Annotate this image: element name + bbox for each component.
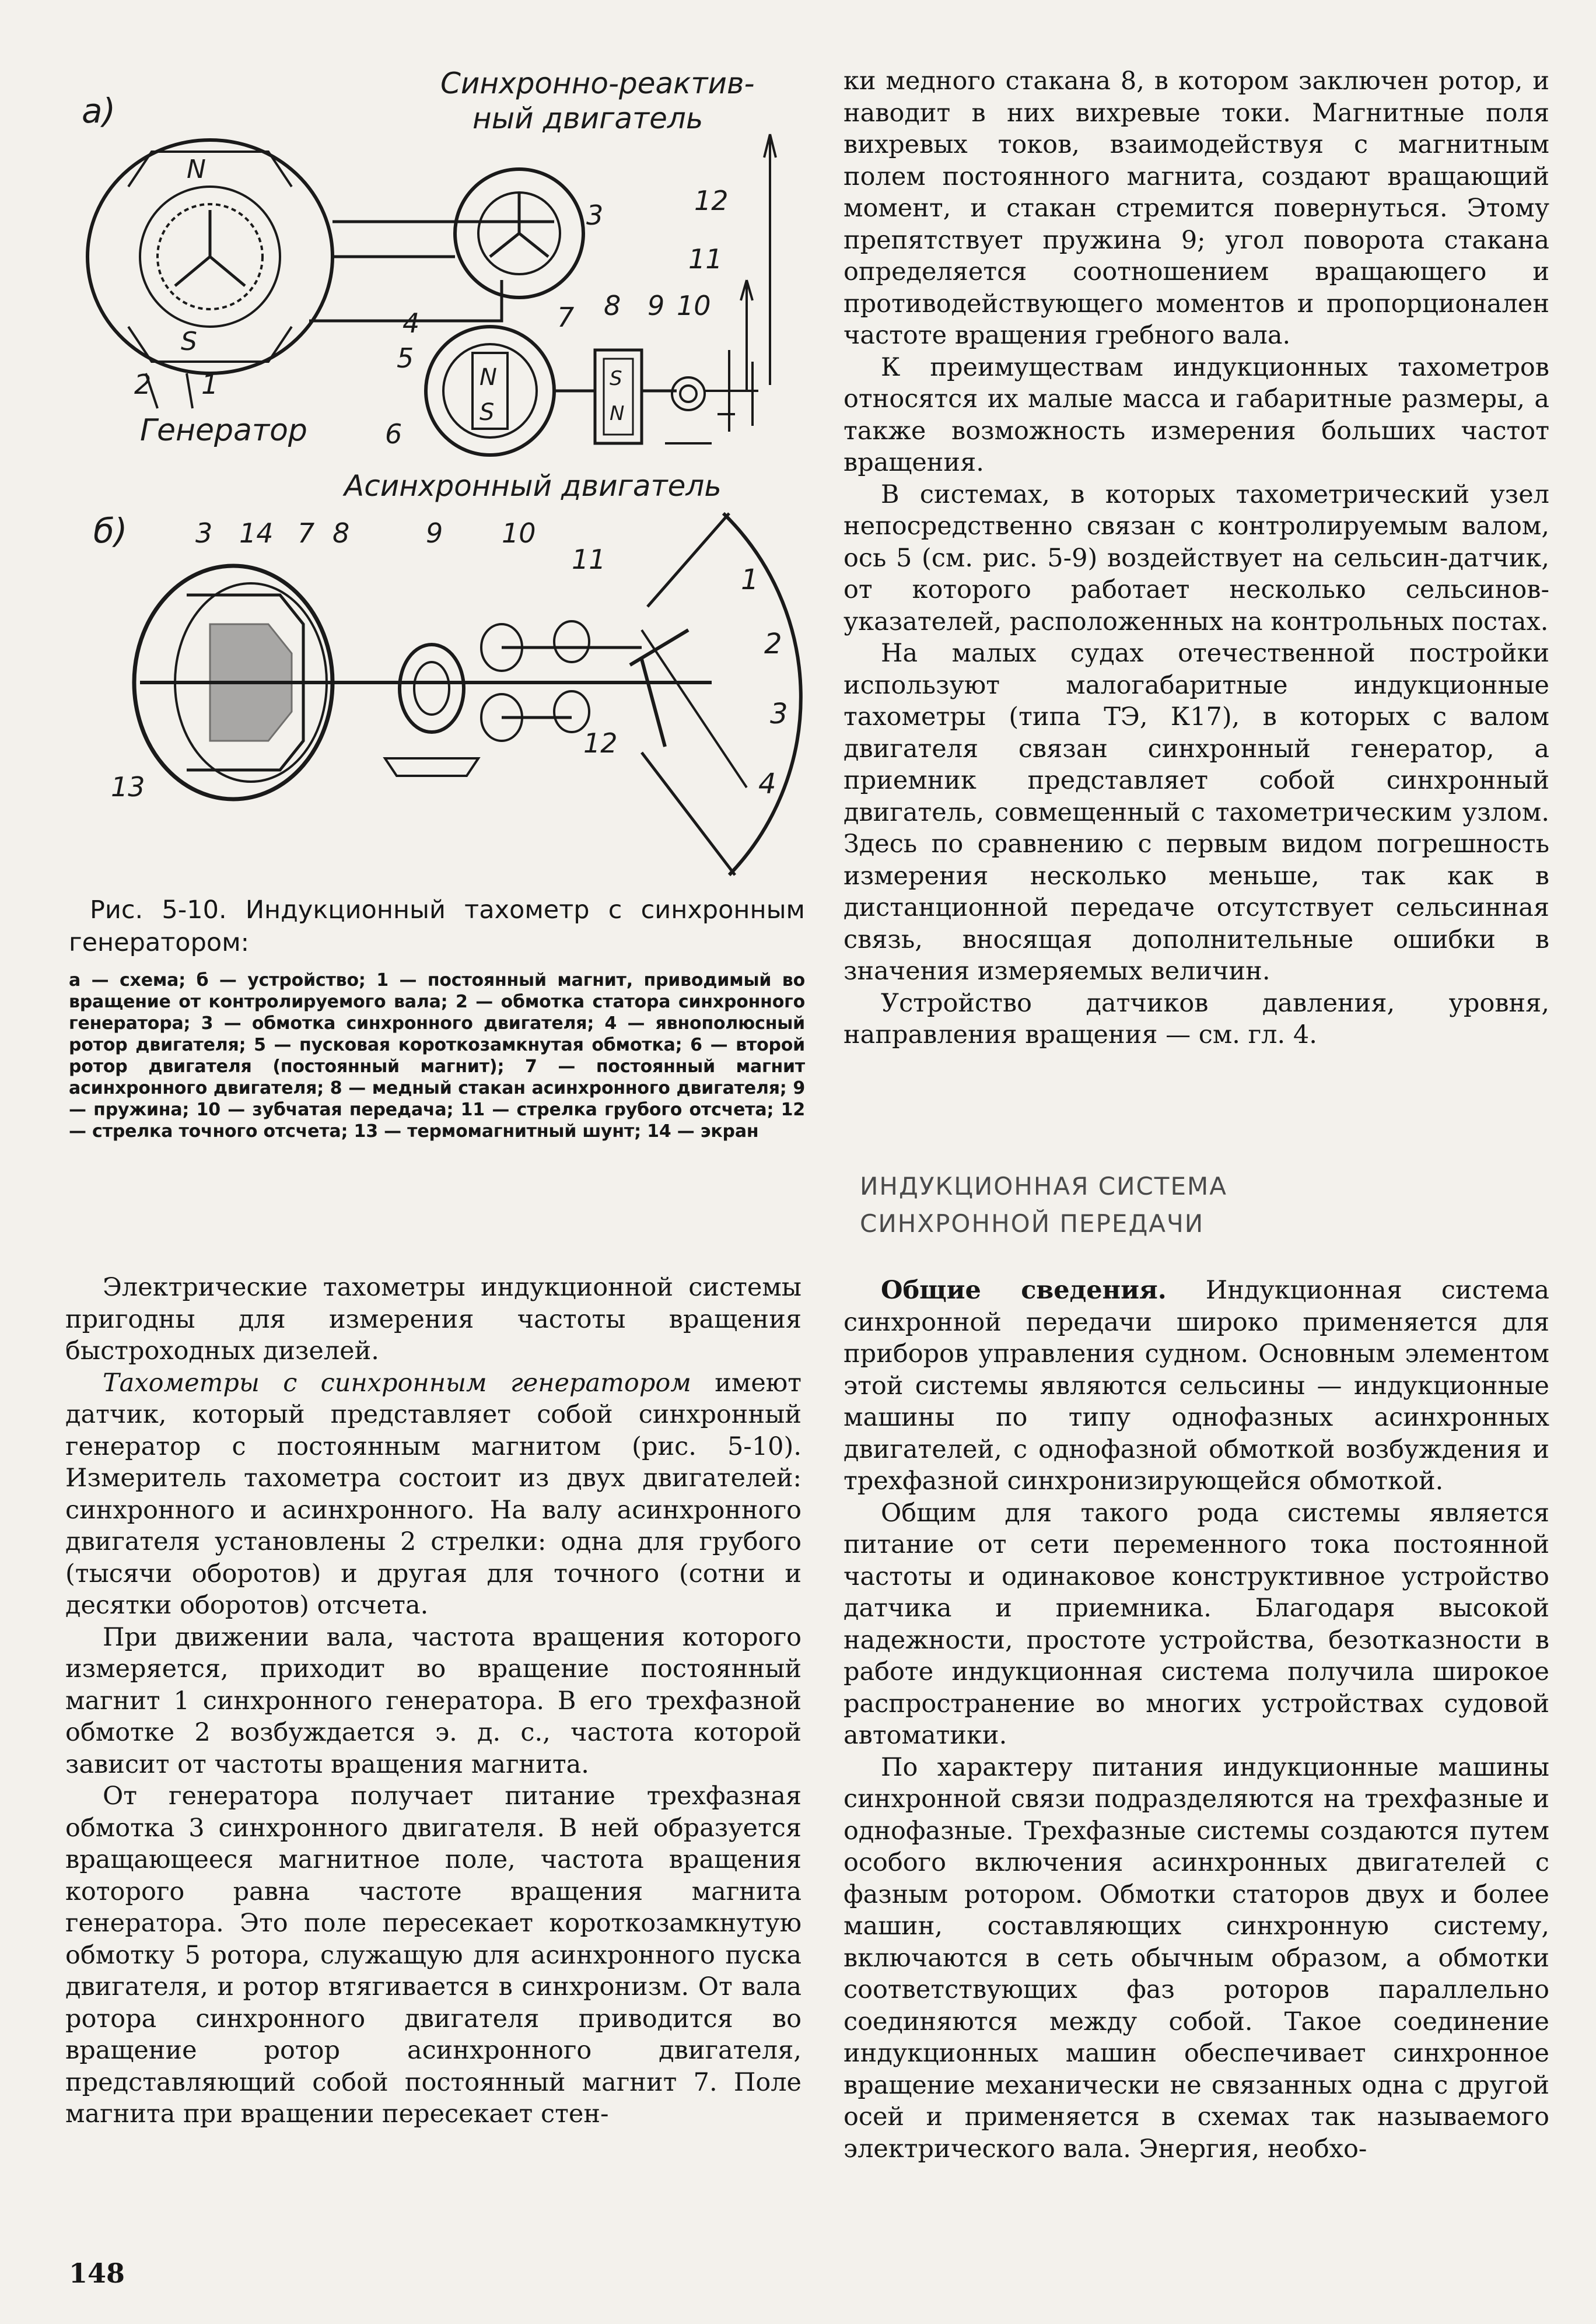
section-paragraph-3: По характеру питания индукционные машины синхронной связи подразделяются на трехфазные и однофазные. Трехфазные системы создаются путем особого включения асинхронных двигателей с фазным ротором. Обмотки статоров двух и более машин, составляющих синхронную систему, включаются в сеть обычным образом, а обмотки соответствующих фаз роторов параллельно соединяются между собой. Такое соединение индукционных машин обеспечивает синхронное вращение механически не связанных одна с другой осей и применяется в схемах так называемого электрического вала. Энергия, необхо- (844, 1752, 1549, 2164)
page-number: 148 (69, 2258, 125, 2289)
svg-text:11: 11 (572, 544, 606, 575)
svg-text:4: 4 (402, 307, 420, 339)
figure-b-numbers (111, 517, 618, 803)
svg-text:8: 8 (604, 290, 621, 321)
async-motor-label: Асинхронный двигатель (344, 469, 722, 503)
section-paragraph-1-rest: Индукционная система синхронной передачи широко применяется для приборов управления судном. Основным элементом этой системы являются сельсины — индукционные машины по типу однофазных асинхронных двигателей, с однофазной обмоткой возбуждения и трехфазной синхронизирующейся обмоткой. (844, 1276, 1549, 1496)
sync-motor-drawing (455, 169, 583, 298)
italic-term: Тахометры с синхронным генератором (103, 1368, 691, 1398)
caption-legend: а — схема; б — устройство; 1 — постоянный магнит, приводимый во вращение от контролируемого вала; 2 — обмотка статора синхронного генератора; 3 — обмотка синхронного двигателя; 4 — явнополюсный ротор двигателя; 5 — пусковая короткозамкнутая обмотка; 6 — второй ротор двигателя (постоянный магнит); 7 — постоянный магнит асинхронного двигателя; 8 — медный стакан асинхронного двигателя; 9 — пружина; 10 — зубчатая передача; 11 — стрелка грубого отсчета; 12 — стрелка точного отсчета; 13 — термомагнитный шунт; 14 — экран (69, 970, 805, 1142)
svg-text:3: 3 (195, 517, 213, 549)
right-paragraph-2: К преимуществам индукционных тахометров относятся их малые масса и габаритные размеры, а также возможность измерения больших частот вращения. (844, 352, 1549, 477)
left-paragraph-4: От генератора получает питание трехфазная обмотка 3 синхронного двигателя. В ней образуется вращающееся магнитное поле, частота вращения которого равна частоте вращения магнита генератора. Это поле пересекает короткозамкнутую обмотку 5 ротора, служащую для асинхронного пуска двигателя, и ротор втягивается в синхронизм. От вала ротора синхронного двигателя приводится во вращение ротор асинхронного двигателя, представляющий собой постоянный магнит 7. Поле магнита при вращении пересекает стен- (65, 1782, 802, 2129)
svg-text:3: 3 (770, 698, 788, 730)
svg-text:12: 12 (694, 185, 729, 216)
svg-text:5: 5 (397, 342, 414, 374)
left-paragraph-2 (65, 1367, 802, 1622)
magnet-s: S (610, 367, 622, 390)
right-column-bottom (844, 1275, 1549, 2165)
magnet-n: N (610, 402, 625, 425)
right-paragraph-1: ки медного стакана 8, в котором заключен ротор, и наводит в них вихревые токи. Магнитные поля вихревых токов, взаимодействуя с магнитным полем постоянного магнита, создают вращающий момент, и стакан стремится повернуться. Этому препятствует пружина 9; угол поворота стакана определяется соотношением вращающего и противодействующего моментов и пропорционален частоте вращения гребного вала. (844, 66, 1549, 350)
lead-in: Общие сведения. (881, 1276, 1167, 1305)
label-b: б) (93, 511, 128, 551)
svg-text:1: 1 (201, 369, 219, 400)
svg-text:12: 12 (583, 727, 618, 759)
svg-text:6: 6 (385, 418, 402, 450)
pole-s: S (181, 327, 197, 356)
left-paragraph-3: При движении вала, частота вращения которого измеряется, приходит во вращение постоянный магнит 1 синхронного генератора. В его трехфазной обмотке 2 возбуждается э. д. с., частота которой зависит от частоты вращения магнита. (65, 1622, 802, 1779)
svg-text:10: 10 (677, 290, 711, 321)
svg-text:10: 10 (502, 517, 536, 549)
device-drawing (134, 513, 801, 875)
sync-motor-label-1: Синхронно-реактив- (440, 66, 755, 100)
heading-line-2: СИНХРОННОЙ ПЕРЕДАЧИ (860, 1209, 1205, 1238)
svg-text:9: 9 (426, 517, 443, 549)
left-paragraph-2-rest: имеют датчик, который представляет собой синхронный генератор с постоянным магнитом (рис. 5-10). Измеритель тахометра состоит из двух двигателей: синхронного и асинхронного. На валу асинхронного двигателя установлены 2 стрелки: одна для грубого (тысячи оборотов) и другая для точного (сотни и десятки оборотов) отсчета. (65, 1368, 802, 1620)
figure-a-numbers (134, 185, 729, 450)
heading-line-1: ИНДУКЦИОННАЯ СИСТЕМА (860, 1172, 1227, 1200)
svg-text:2: 2 (134, 369, 152, 400)
rotor-s: S (480, 399, 495, 426)
svg-text:8: 8 (332, 517, 350, 549)
figure-caption (69, 894, 805, 1142)
section-heading (860, 1168, 1385, 1242)
svg-text:1: 1 (741, 564, 759, 596)
svg-text:11: 11 (688, 243, 723, 275)
generator-drawing (88, 140, 332, 408)
svg-text:14: 14 (239, 517, 274, 549)
generator-label: Генератор (140, 413, 307, 448)
right-paragraph-4: На малых судах отечественной постройки используют малогабаритные индукционные тахометры (типа ТЭ, К17), в которых с валом двигателя связан синхронный генератор, а приемник представляет собой синхронный двигатель, совмещенный с тахометрическим узлом. Здесь по сравнению с первым видом погрешность измерения несколько меньше, так как в дистанционной передаче отсутствует сельсинная связь, вносящая дополнительные ошибки в значения измеряемых величин. (844, 639, 1549, 986)
right-paragraph-3: В системах, в которых тахометрический узел непосредственно связан с контролируемым валом, ось 5 (см. рис. 5-9) воздействует на сельсин-датчик, от которого работает несколько сельсинов-указателей, расположенных на контрольных постах. (844, 480, 1549, 636)
svg-text:7: 7 (298, 517, 315, 549)
svg-text:7: 7 (557, 302, 575, 333)
section-paragraph-2: Общим для такого рода системы является питание от сети переменного тока постоянной частоты и одинаковое конструктивное устройство датчика и приемника. Благодаря высокой надежности, простоте устройства, безотказности в работе индукционная система получила широкое распространение во многих устройствах судовой автоматики. (844, 1498, 1549, 1750)
section-paragraph-1 (844, 1275, 1549, 1497)
caption-title: Рис. 5-10. Индукционный тахометр с синхронным генератором: (69, 895, 805, 957)
svg-text:2: 2 (764, 628, 782, 660)
svg-text:4: 4 (758, 768, 776, 800)
svg-text:9: 9 (648, 290, 665, 321)
right-paragraph-5: Устройство датчиков давления, уровня, направления вращения — см. гл. 4. (844, 988, 1549, 1049)
sync-motor-label-2: ный двигатель (473, 102, 704, 135)
tachometer-figure (58, 35, 817, 887)
svg-text:3: 3 (586, 200, 604, 231)
left-paragraph-1: Электрические тахометры индукционной системы пригодны для измерения частоты вращения быстроходных дизелей. (65, 1273, 802, 1366)
pole-n: N (187, 155, 206, 184)
right-column-top (844, 65, 1549, 1051)
left-column (65, 1272, 802, 2130)
label-a: а) (82, 91, 116, 131)
svg-text:13: 13 (111, 771, 145, 803)
rotor-n: N (480, 364, 497, 391)
